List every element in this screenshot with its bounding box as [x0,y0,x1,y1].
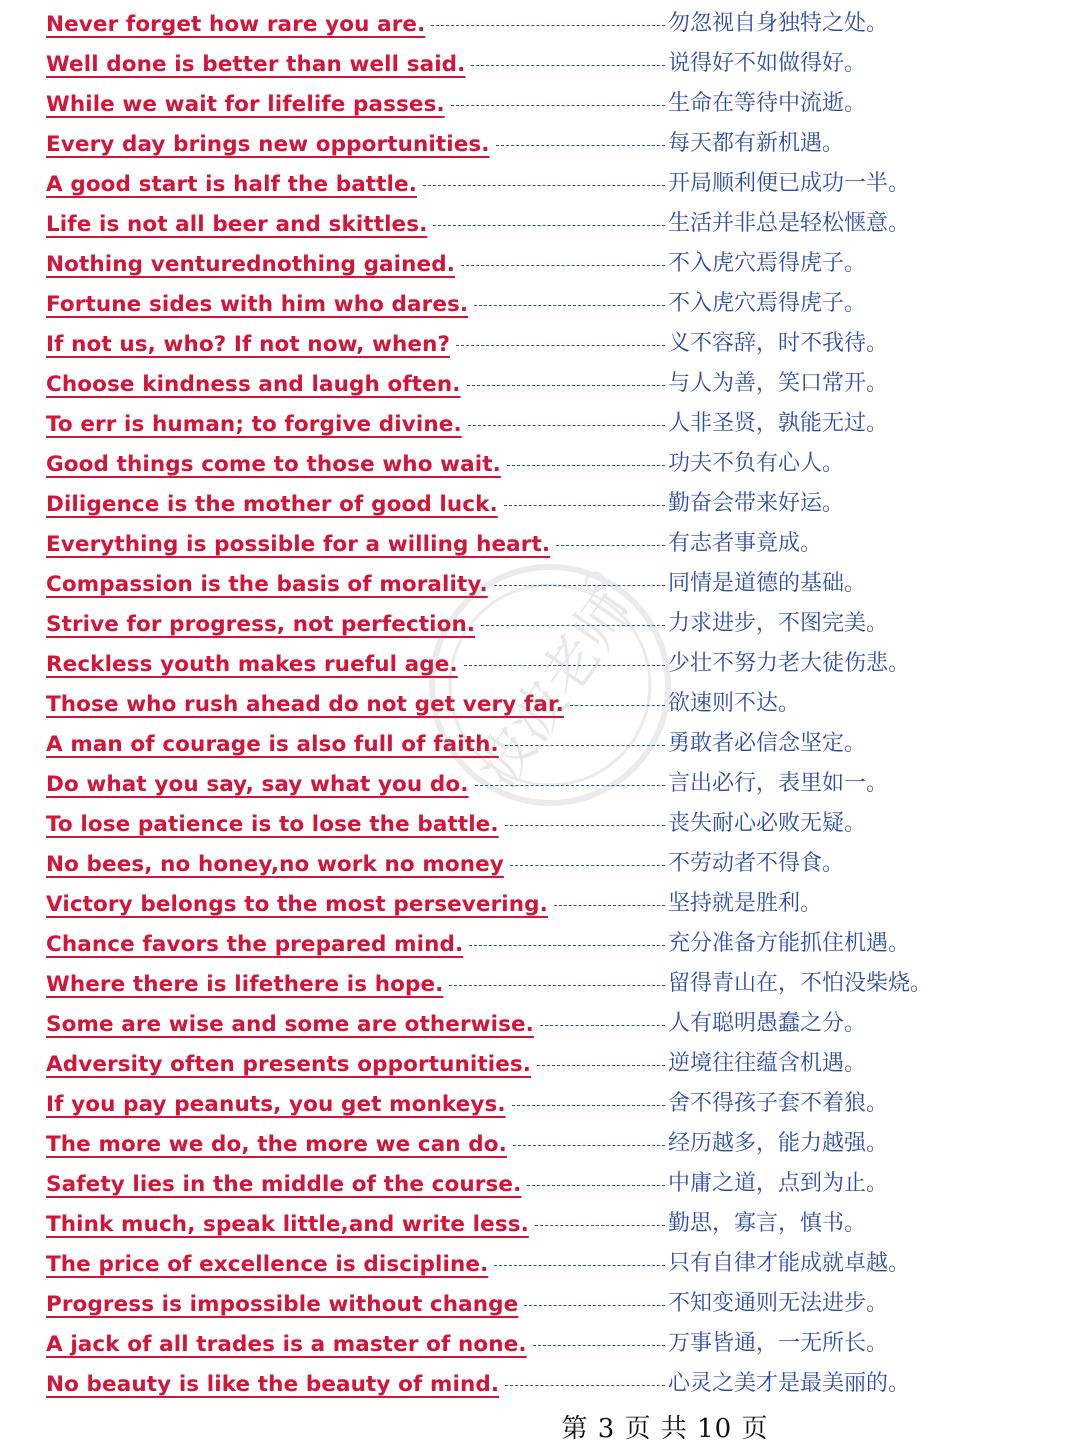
dashed-leader-line [527,1185,665,1186]
dashed-leader-line [474,305,665,306]
dashed-leader-line [481,625,665,626]
english-phrase: The price of excellence is discipline. [46,1251,489,1277]
dashed-leader-line [524,1305,665,1306]
dashed-leader-line [556,545,665,546]
phrase-row [46,44,1066,84]
chinese-translation: 坚持就是胜利。 [668,891,823,916]
english-phrase: Strive for progress, not perfection. [46,611,476,637]
phrase-row [46,364,1066,404]
chinese-translation: 万事皆通，一无所长。 [668,1331,889,1356]
dashed-leader-line [496,145,665,146]
chinese-translation: 人非圣贤，孰能无过。 [668,411,889,436]
phrase-row [46,1084,1066,1124]
phrase-row [46,484,1066,524]
english-phrase: Never forget how rare you are. [46,11,426,37]
dashed-leader-line [469,945,665,946]
dashed-leader-line [451,105,665,106]
english-phrase: No beauty is like the beauty of mind. [46,1371,500,1397]
english-phrase: Chance favors the prepared mind. [46,931,464,957]
phrase-row [46,404,1066,444]
chinese-translation: 功夫不负有心人。 [668,451,845,476]
phrase-row [46,4,1066,44]
english-phrase: Fortune sides with him who dares. [46,291,469,317]
chinese-translation: 不知变通则无法进步。 [668,1291,889,1316]
chinese-translation: 丧失耐心必败无疑。 [668,811,867,836]
chinese-translation: 逆境往往蕴含机遇。 [668,1051,867,1076]
chinese-translation: 充分准备方能抓住机遇。 [668,931,911,956]
english-phrase: Good things come to those who wait. [46,451,501,477]
chinese-translation: 勤奋会带来好运。 [668,491,845,516]
chinese-translation: 言出必行，表里如一。 [668,771,889,796]
english-phrase: A jack of all trades is a master of none. [46,1331,527,1357]
phrase-row [46,244,1066,284]
phrase-row [46,604,1066,644]
phrase-row [46,644,1066,684]
dashed-leader-line [537,1065,665,1066]
chinese-translation: 舍不得孩子套不着狼。 [668,1091,889,1116]
english-phrase: Think much, speak little,and write less. [46,1211,529,1237]
english-phrase: Reckless youth makes rueful age. [46,651,458,677]
chinese-translation: 中庸之道，点到为止。 [668,1171,889,1196]
english-phrase: If you pay peanuts, you get monkeys. [46,1091,506,1117]
phrase-row [46,724,1066,764]
phrase-row [46,444,1066,484]
english-phrase: A good start is half the battle. [46,171,417,197]
phrase-row [46,1244,1066,1284]
chinese-translation: 力求进步，不图完美。 [668,611,889,636]
phrase-row [46,1364,1066,1404]
phrase-row [46,884,1066,924]
dashed-leader-line [464,665,665,666]
dashed-leader-line [570,705,665,706]
phrase-row [46,124,1066,164]
chinese-translation: 少壮不努力老大徒伤悲。 [668,651,911,676]
dashed-leader-line [505,1385,665,1386]
phrase-row [46,764,1066,804]
phrase-row [46,1324,1066,1364]
english-phrase: Safety lies in the middle of the course. [46,1171,522,1197]
dashed-leader-line [468,425,665,426]
english-phrase: Do what you say, say what you do. [46,771,469,797]
english-phrase: Choose kindness and laugh often. [46,371,461,397]
dashed-leader-line [507,465,665,466]
phrase-row [46,684,1066,724]
chinese-translation: 生活并非总是轻松惬意。 [668,211,911,236]
chinese-translation: 每天都有新机遇。 [668,131,845,156]
page-number-footer: 第 3 页 共 10 页 [561,1414,769,1444]
phrase-row [46,564,1066,604]
dashed-leader-line [512,1105,665,1106]
phrase-row [46,1284,1066,1324]
chinese-translation: 不劳动者不得食。 [668,851,845,876]
chinese-translation: 说得好不如做得好。 [668,51,867,76]
chinese-translation: 留得青山在，不怕没柴烧。 [668,971,933,996]
english-phrase: Life is not all beer and skittles. [46,211,428,237]
chinese-translation: 义不容辞，时不我待。 [668,331,889,356]
phrase-row [46,844,1066,884]
phrase-row [46,1164,1066,1204]
english-phrase: No bees, no honey,no work no money [46,851,504,877]
english-phrase: Victory belongs to the most persevering. [46,891,548,917]
english-phrase: The more we do, the more we can do. [46,1131,507,1157]
chinese-translation: 开局顺利便已成功一半。 [668,171,911,196]
phrase-row [46,964,1066,1004]
chinese-translation: 不入虎穴焉得虎子。 [668,251,867,276]
phrase-row [46,284,1066,324]
chinese-translation: 人有聪明愚蠢之分。 [668,1011,867,1036]
phrase-row [46,204,1066,244]
phrase-row [46,1124,1066,1164]
chinese-translation: 经历越多，能力越强。 [668,1131,889,1156]
dashed-leader-line [471,65,665,66]
chinese-translation: 不入虎穴焉得虎子。 [668,291,867,316]
english-phrase: Nothing venturednothing gained. [46,251,455,277]
english-phrase: Everything is possible for a willing heart. [46,531,551,557]
english-phrase: Progress is impossible without change [46,1291,519,1317]
english-phrase: Every day brings new opportunities. [46,131,490,157]
dashed-leader-line [494,1265,665,1266]
dashed-leader-line [540,1025,665,1026]
chinese-translation: 勤思，寡言，慎书。 [668,1211,867,1236]
chinese-translation: 有志者事竟成。 [668,531,823,556]
chinese-translation: 同情是道德的基础。 [668,571,867,596]
dashed-leader-line [433,225,665,226]
english-phrase: To err is human; to forgive divine. [46,411,462,437]
dashed-leader-line [505,825,665,826]
dashed-leader-line [449,985,665,986]
phrase-row [46,924,1066,964]
dashed-leader-line [456,345,665,346]
english-phrase: Diligence is the mother of good luck. [46,491,498,517]
english-phrase: Where there is lifethere is hope. [46,971,444,997]
dashed-leader-line [533,1345,665,1346]
dashed-leader-line [535,1225,665,1226]
dashed-leader-line [467,385,665,386]
dashed-leader-line [554,905,665,906]
phrase-row [46,1044,1066,1084]
chinese-translation: 与人为善，笑口常开。 [668,371,889,396]
dashed-leader-line [431,25,665,26]
english-phrase: To lose patience is to lose the battle. [46,811,499,837]
phrase-list [46,4,1066,1404]
chinese-translation: 勇敢者必信念坚定。 [668,731,867,756]
phrase-row [46,804,1066,844]
english-phrase: Those who rush ahead do not get very far. [46,691,564,717]
english-phrase: While we wait for lifelife passes. [46,91,445,117]
watermark-text: 波波老师 [464,578,647,800]
dashed-leader-line [494,585,665,586]
dashed-leader-line [461,265,665,266]
phrase-row [46,324,1066,364]
english-phrase: If not us, who? If not now, when? [46,331,451,357]
phrase-row [46,524,1066,564]
english-phrase: Compassion is the basis of morality. [46,571,488,597]
dashed-leader-line [513,1145,665,1146]
dashed-leader-line [475,785,665,786]
dashed-leader-line [423,185,665,186]
english-phrase: Adversity often presents opportunities. [46,1051,532,1077]
phrase-row [46,164,1066,204]
chinese-translation: 心灵之美才是最美丽的。 [668,1371,911,1396]
chinese-translation: 只有自律才能成就卓越。 [668,1251,911,1276]
chinese-translation: 勿忽视自身独特之处。 [668,11,889,36]
dashed-leader-line [510,865,665,866]
dashed-leader-line [504,505,665,506]
dashed-leader-line [505,745,665,746]
phrase-row [46,1004,1066,1044]
phrase-row [46,1204,1066,1244]
english-phrase: A man of courage is also full of faith. [46,731,499,757]
english-phrase: Well done is better than well said. [46,51,466,77]
chinese-translation: 欲速则不达。 [668,691,801,716]
english-phrase: Some are wise and some are otherwise. [46,1011,534,1037]
chinese-translation: 生命在等待中流逝。 [668,91,867,116]
phrase-row [46,84,1066,124]
